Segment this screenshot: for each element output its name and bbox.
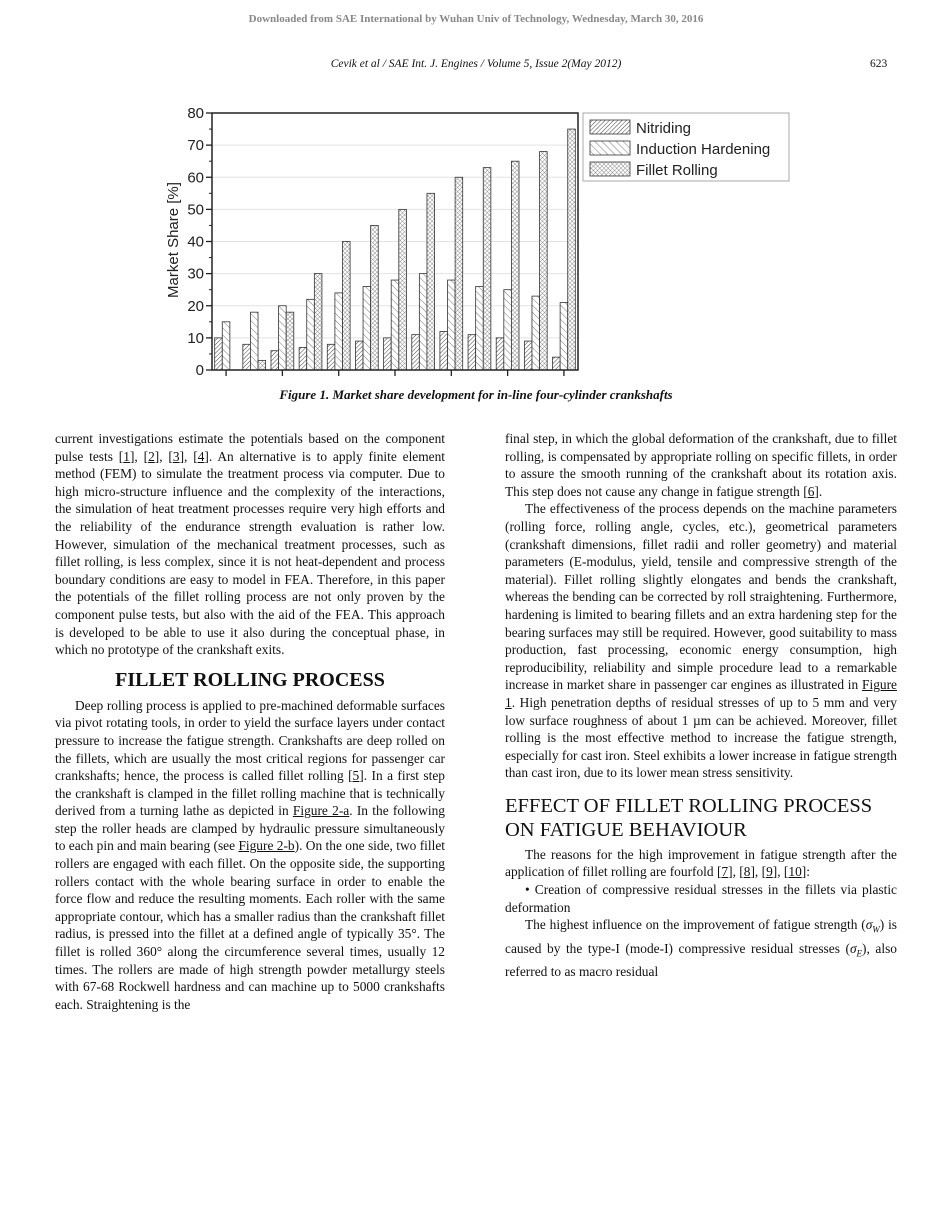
text-run: ], [	[179, 448, 198, 464]
y-tick-label: 40	[187, 233, 204, 251]
section-heading: FILLET ROLLING PROCESS	[115, 668, 385, 691]
reference-link[interactable]: 7	[721, 864, 729, 880]
text-run: final step, in which the global deformation of the crankshaft, due to fillet rolling, is compensated by appropriate rolling on specific fillets, in order to assure the smooth running of the crankshaft about its rotation axis. This step does not cause any change in fatigue strength [	[505, 431, 897, 499]
bar-induction-hardening	[391, 280, 399, 370]
text-run: • Creation of compressive residual stresses in the fillets via plastic deformation	[505, 882, 897, 915]
text-run: ]. An alternative is to apply finite element method (FEM) to simulate the treatment process via computer. Due to high micro-structure influence and the complexity of the interactions, the simulation of heat treatment processes require very high efforts and the reliability of the endurance strength evaluation is rather low. However, simulation of the mechanical treatment processes, such as fillet rolling, is less complex, since it is not heat-dependent and process boundary conditions are easy to model in FEA. Therefore, in this paper the potentials of the fillet rolling process are not only proven by the component pulse tests, but also with the aid of the FEA. This approach is developed to be able to use it also during the conceptual phase, in which no prototype of the crankshaft exits.	[55, 448, 446, 658]
reference-link[interactable]: 10	[788, 864, 802, 880]
bar-induction-hardening	[335, 293, 343, 370]
reference-link[interactable]: Figure 2-a	[292, 803, 350, 819]
legend-swatch	[590, 141, 630, 155]
bar-nitriding	[412, 335, 420, 370]
math-symbol: W	[872, 924, 880, 935]
reference-link[interactable]: 4	[197, 448, 205, 464]
y-tick-label: 10	[187, 329, 204, 347]
bar-nitriding	[243, 344, 251, 370]
bar-nitriding	[496, 338, 504, 370]
bar-induction-hardening	[222, 322, 230, 370]
bar-induction-hardening	[476, 286, 484, 370]
math-symbol: σ	[849, 940, 857, 956]
bar-fillet-rolling	[286, 312, 294, 370]
reference-link[interactable]: 8	[743, 864, 751, 880]
bar-nitriding	[299, 348, 307, 370]
text-run: ) is caused by the type-I (mode-I) compressive residual stresses (	[505, 917, 897, 956]
y-tick-label: 50	[187, 201, 204, 219]
bar-nitriding	[384, 338, 392, 370]
legend	[583, 113, 789, 181]
bar-fillet-rolling	[568, 129, 576, 370]
y-tick-label: 0	[195, 362, 204, 379]
figure-caption: Figure 1. Market share development for in-line four-cylinder crankshafts	[279, 387, 673, 402]
bar-nitriding	[355, 341, 363, 370]
bar-nitriding	[440, 331, 448, 370]
text-run: ].	[814, 483, 823, 499]
bar-nitriding	[215, 338, 223, 370]
bar-nitriding	[468, 335, 476, 370]
y-tick-label: 80	[187, 105, 204, 122]
paragraph	[55, 430, 445, 659]
right-column	[505, 430, 897, 980]
text-run: ], [	[154, 448, 173, 464]
paragraph	[55, 697, 445, 1014]
bar-nitriding	[553, 357, 561, 370]
reference-link[interactable]: 9	[766, 864, 773, 880]
reference-link[interactable]: Figure 2-b	[238, 838, 295, 854]
legend-label: Induction Hardening	[636, 141, 771, 158]
bar-nitriding	[327, 344, 335, 370]
text-run: ]:	[801, 864, 810, 880]
bar-induction-hardening	[560, 303, 568, 370]
text-run: The reasons for the high improvement in fatigue strength after the application of fillet rolling are fourfold [	[505, 846, 897, 880]
y-tick-label: 60	[187, 169, 204, 187]
y-tick-label: 30	[187, 265, 204, 283]
bar-induction-hardening	[504, 290, 512, 370]
bar-nitriding	[524, 341, 532, 370]
bar-fillet-rolling	[427, 193, 435, 370]
left-column	[55, 430, 445, 1013]
text-run: ], [	[728, 864, 744, 880]
text-run: ], [	[750, 864, 767, 880]
legend-swatch	[590, 120, 630, 134]
bar-fillet-rolling	[258, 360, 266, 370]
text-run: Deep rolling process is applied to pre-machined deformable surfaces via pivot rotating tools, in order to yield the surface layers under contact pressure to increase the fatigue strength. Crankshafts are deep rolled on the fillets, which are usually the most critical regions for passenger car crankshafts; hence, the process is called fillet rolling [	[55, 697, 445, 784]
text-run: ), also referred to as macro residual	[505, 940, 897, 979]
page-number: 623	[870, 58, 888, 70]
bar-induction-hardening	[307, 299, 315, 370]
bar-nitriding	[271, 351, 279, 370]
reference-link[interactable]: 1	[123, 448, 130, 464]
reference-link[interactable]: 6	[807, 483, 815, 499]
math-symbol: E	[856, 948, 863, 959]
text-run: current investigations estimate the potentials based on the component pulse tests [	[55, 431, 445, 464]
bar-fillet-rolling	[342, 242, 350, 371]
y-axis-label: Market Share [%]	[165, 182, 182, 298]
bar-induction-hardening	[363, 286, 371, 370]
bar-fillet-rolling	[483, 168, 491, 370]
reference-link[interactable]: 5	[352, 768, 360, 784]
bar-induction-hardening	[532, 296, 540, 370]
legend-label: Fillet Rolling	[636, 162, 718, 179]
text-run: The effectiveness of the process depends on the machine parameters (rolling force, rolling angle, cycles, etc.), geometrical parameters (crankshaft dimensions, fillet radii and roller geometry) and material parameters (E-modulus, yield, tensile and compressive strength of the material). Fillet rolling slightly elongates and bends the crankshaft, whereas the bending can be corrected by roll straightening. Furthermore, hardening is limited to bearing fillets and an extra hardening step for the bearing surfaces may still be required. However, good suitability to mass production, fast processing, economic energy consumption, high reproducibility, reliability and simple procedure lead to a remarkable increase in market share in passenger car engines as illustrated in	[505, 501, 897, 693]
bars	[215, 129, 576, 370]
bar-fillet-rolling	[455, 177, 463, 370]
paragraph	[505, 916, 897, 980]
bar-fillet-rolling	[399, 209, 407, 370]
paragraph	[505, 881, 897, 916]
section-heading: EFFECT OF FILLET ROLLING PROCESS ON FATIGUE BEHAVIOUR	[505, 794, 873, 841]
text-run: ]. In a first step the crankshaft is clamped in the fillet rolling machine that is technically derived from a turning lathe as depicted in	[55, 768, 445, 819]
bar-induction-hardening	[419, 274, 427, 370]
paragraph	[505, 430, 897, 500]
text-run: ], [	[772, 864, 789, 880]
legend-label: Nitriding	[636, 120, 692, 137]
bar-fillet-rolling	[540, 152, 548, 370]
text-run: . High penetration depths of residual stresses of up to 5 mm and very low surface roughness of about 1 µm can be achieved. Moreover, fillet rolling is the most effective method to increase the fatigue strength, especially for cast iron. Steel exhibits a lower increase in fatigue strength than cast iron, due to its lower mean stress sensitivity.	[505, 694, 897, 781]
y-tick-label: 20	[187, 297, 204, 315]
bar-induction-hardening	[279, 306, 287, 370]
text-run: The highest influence on the improvement of fatigue strength (	[525, 917, 866, 933]
running-head: Cevik et al / SAE Int. J. Engines / Volume 5, Issue 2(May 2012)	[330, 58, 622, 70]
legend-swatch	[590, 162, 630, 176]
reference-link[interactable]: 3	[172, 448, 180, 464]
bar-fillet-rolling	[314, 274, 322, 370]
bar-fillet-rolling	[371, 225, 379, 370]
bar-fillet-rolling	[511, 161, 519, 370]
y-tick-label: 70	[187, 137, 204, 155]
reference-link[interactable]: Figure 1	[505, 677, 897, 710]
paragraph	[505, 500, 897, 782]
market-share-chart	[150, 100, 800, 380]
reference-link[interactable]: 2	[148, 448, 155, 464]
paragraph	[505, 846, 897, 881]
download-notice: Downloaded from SAE International by Wuhan Univ of Technology, Wednesday, March 30, 2016	[248, 13, 704, 25]
text-run: . In the following step the roller heads are clamped by hydraulic pressure simultaneously to each pin and main bearing (see	[55, 803, 445, 854]
text-run: ], [	[129, 448, 149, 464]
math-symbol: σ	[865, 917, 873, 933]
bar-induction-hardening	[250, 312, 258, 370]
bar-induction-hardening	[448, 280, 456, 370]
text-run: ). On the one side, two fillet rollers are engaged with each fillet. On the opposite side, the supporting rollers contact with the whole bearing surface in order to enable the force flow and reduce the resulting moments. Each roller with the same appropriate contour, which has a smaller radius than the crankshaft fillet radius, is pressed into the fillet at a defined angle of typically 35°. The fillet is rolled 360° along the circumference several times, usually 12 times. The rollers are made of high strength powder metallurgy steels with 67-68 Rockwell hardness and can machine up to 5000 crankshafts each. Straightening is the	[55, 838, 445, 1012]
